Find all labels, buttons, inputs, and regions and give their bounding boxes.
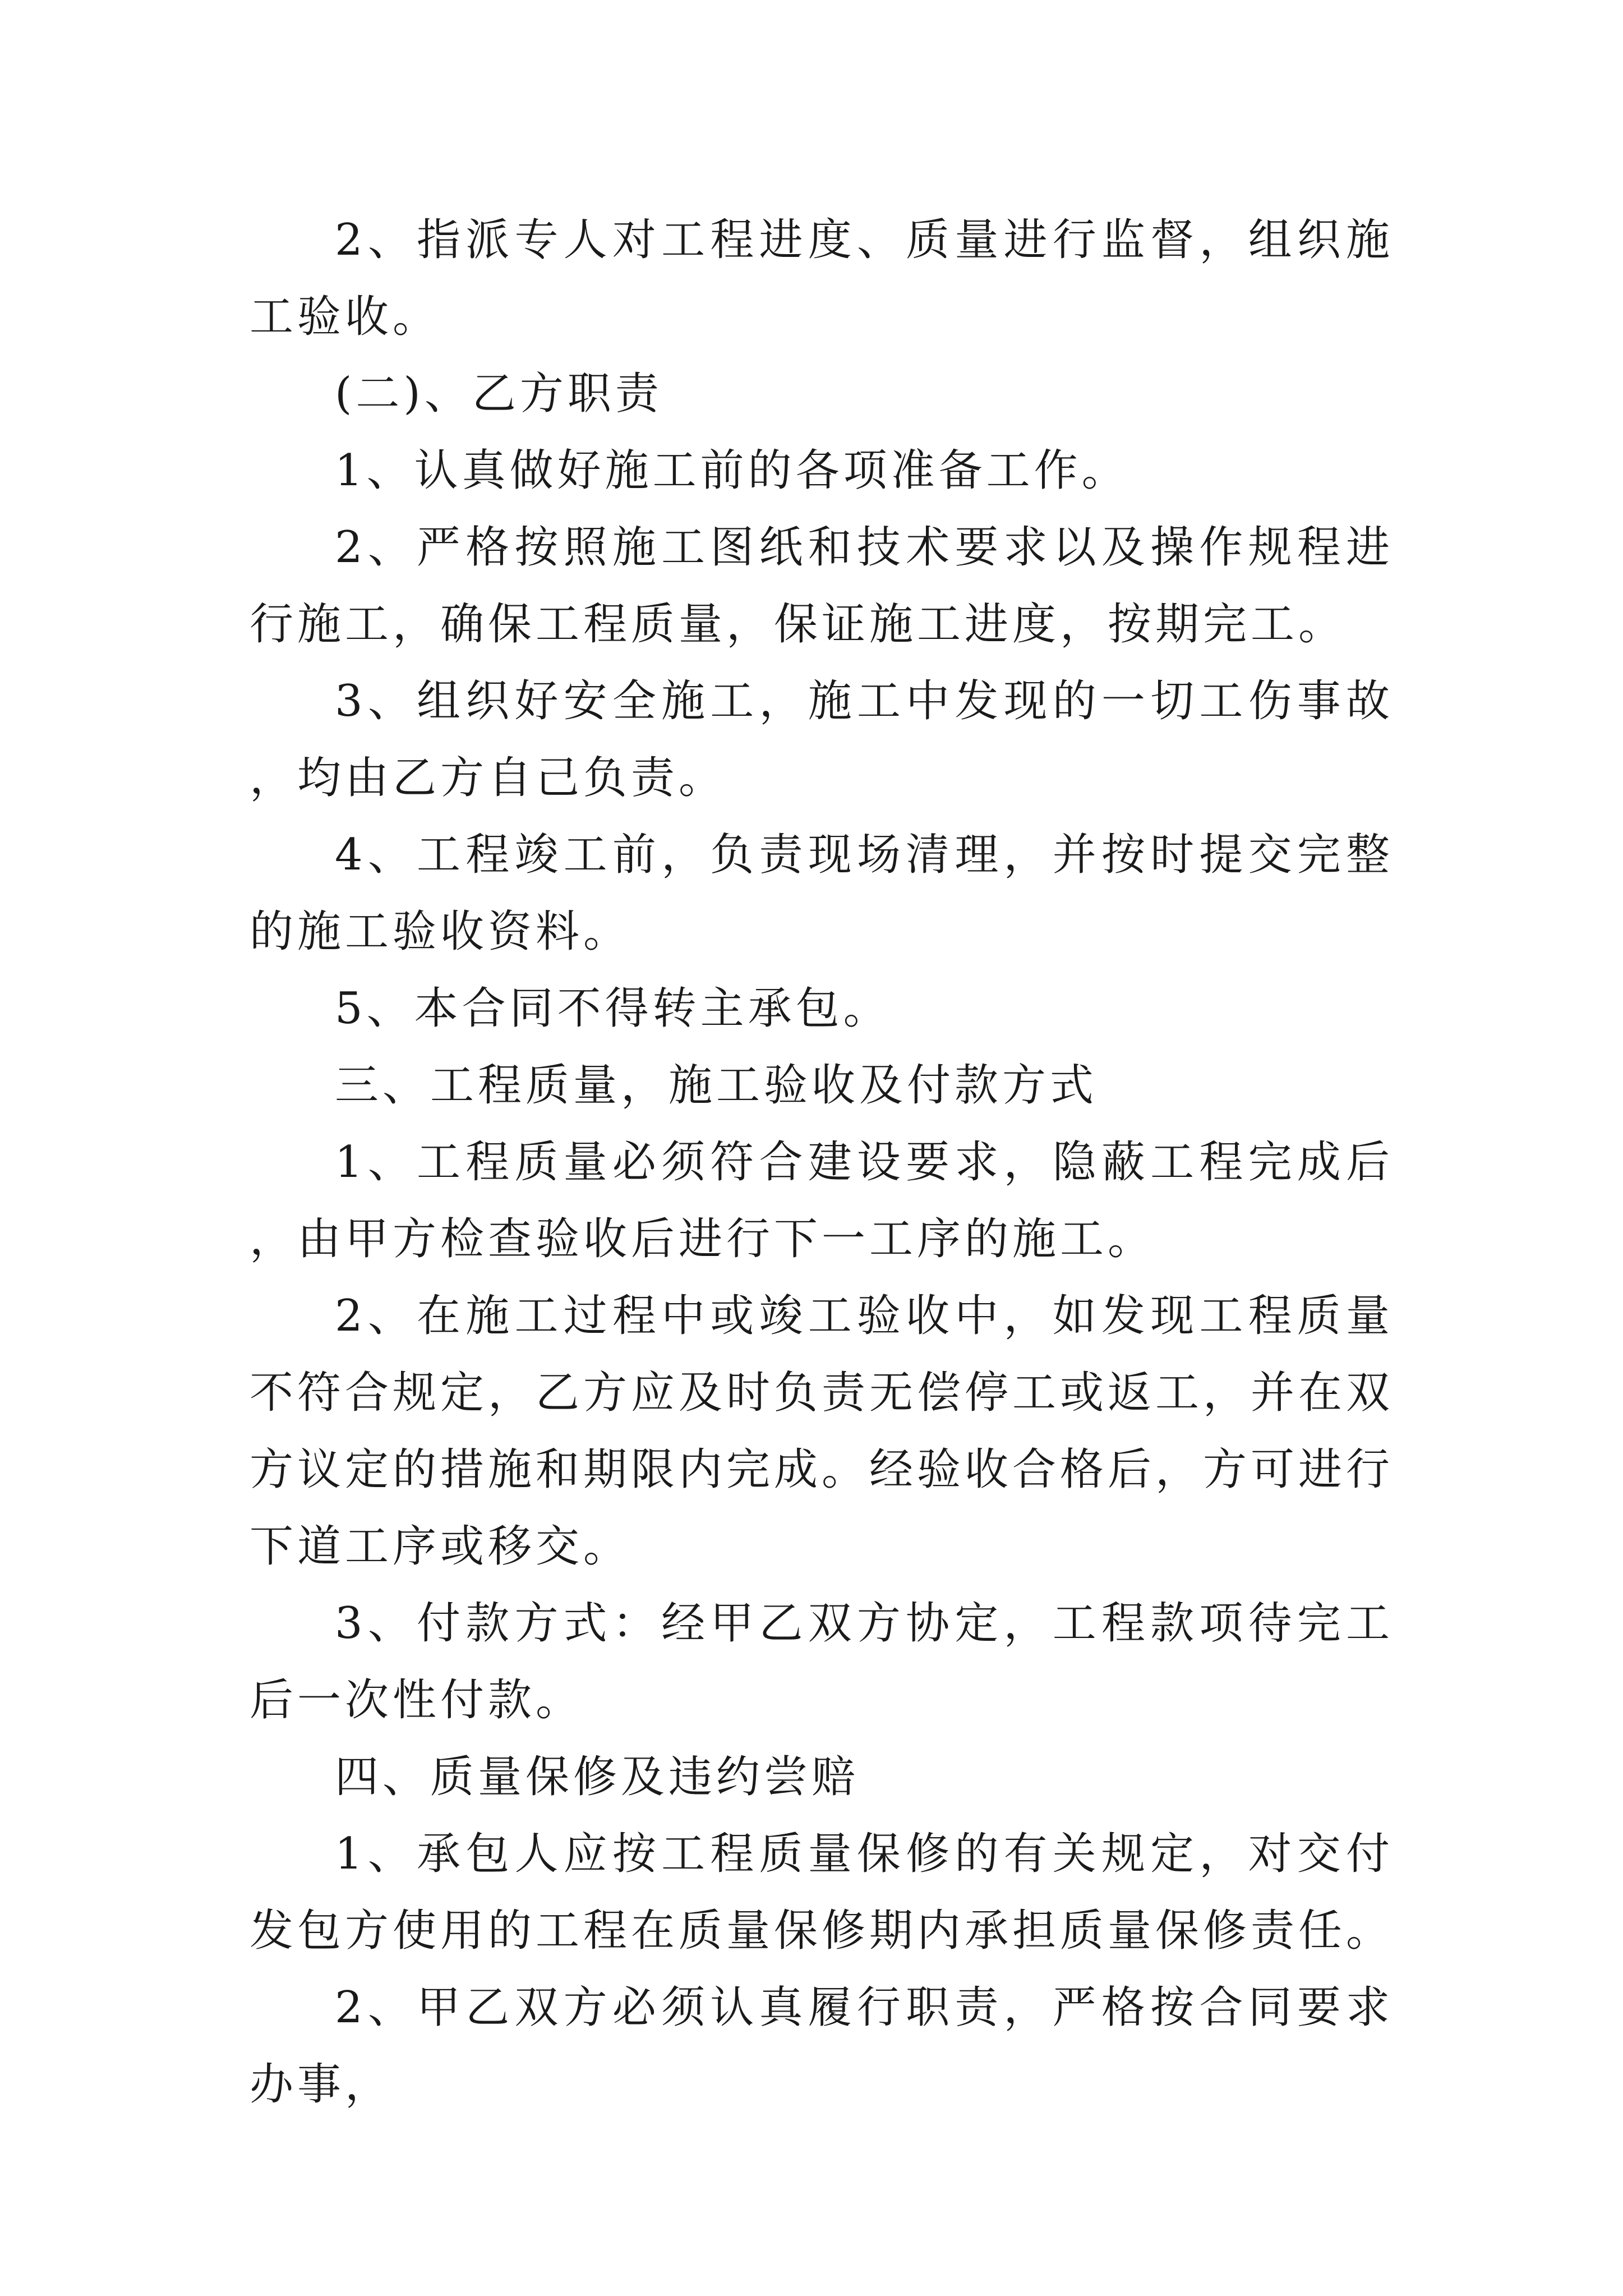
paragraph-warranty-1: 1、承包人应按工程质量保修的有关规定，对交付发包方使用的工程在质量保修期内承担质量保修责任。 bbox=[250, 1829, 1394, 1956]
paragraph-party-b-duty-4: 4、工程竣工前，负责现场清理，并按时提交完整的施工验收资料。 bbox=[250, 830, 1394, 957]
paragraph-party-a-duty-2: 2、指派专人对工程进度、质量进行监督，组织施工验收。 bbox=[250, 215, 1394, 342]
section-heading-party-b-duties: (二)、乙方职责 bbox=[335, 369, 663, 419]
paragraph-party-b-duty-3: 3、组织好安全施工，施工中发现的一切工伤事故，均由乙方自己负责。 bbox=[250, 676, 1394, 803]
document-body bbox=[250, 202, 1394, 2123]
paragraph-party-b-duty-1: 1、认真做好施工前的各项准备工作。 bbox=[335, 445, 1129, 496]
paragraph-quality-2: 2、在施工过程中或竣工验收中，如发现工程质量不符合规定，乙方应及时负责无偿停工或返工，并在双方议定的措施和期限内完成。经验收合格后，方可进行下道工序或移交。 bbox=[250, 1291, 1394, 1572]
paragraph-warranty-2: 2、甲乙双方必须认真履行职责，严格按合同要求办事， bbox=[250, 1982, 1394, 2110]
section-heading-quality-acceptance-payment: 三、工程质量，施工验收及付款方式 bbox=[335, 1060, 1098, 1111]
paragraph-party-b-duty-5: 5、本合同不得转主承包。 bbox=[335, 983, 891, 1034]
paragraph-quality-1: 1、工程质量必须符合建设要求，隐蔽工程完成后，由甲方检查验收后进行下一工序的施工。 bbox=[250, 1137, 1394, 1264]
paragraph-payment-method: 3、付款方式：经甲乙双方协定，工程款项待完工后一次性付款。 bbox=[250, 1598, 1394, 1726]
section-heading-warranty-breach: 四、质量保修及违约尝赔 bbox=[335, 1752, 860, 1802]
paragraph-party-b-duty-2: 2、严格按照施工图纸和技术要求以及操作规程进行施工，确保工程质量，保证施工进度，按期完工。 bbox=[250, 522, 1394, 650]
